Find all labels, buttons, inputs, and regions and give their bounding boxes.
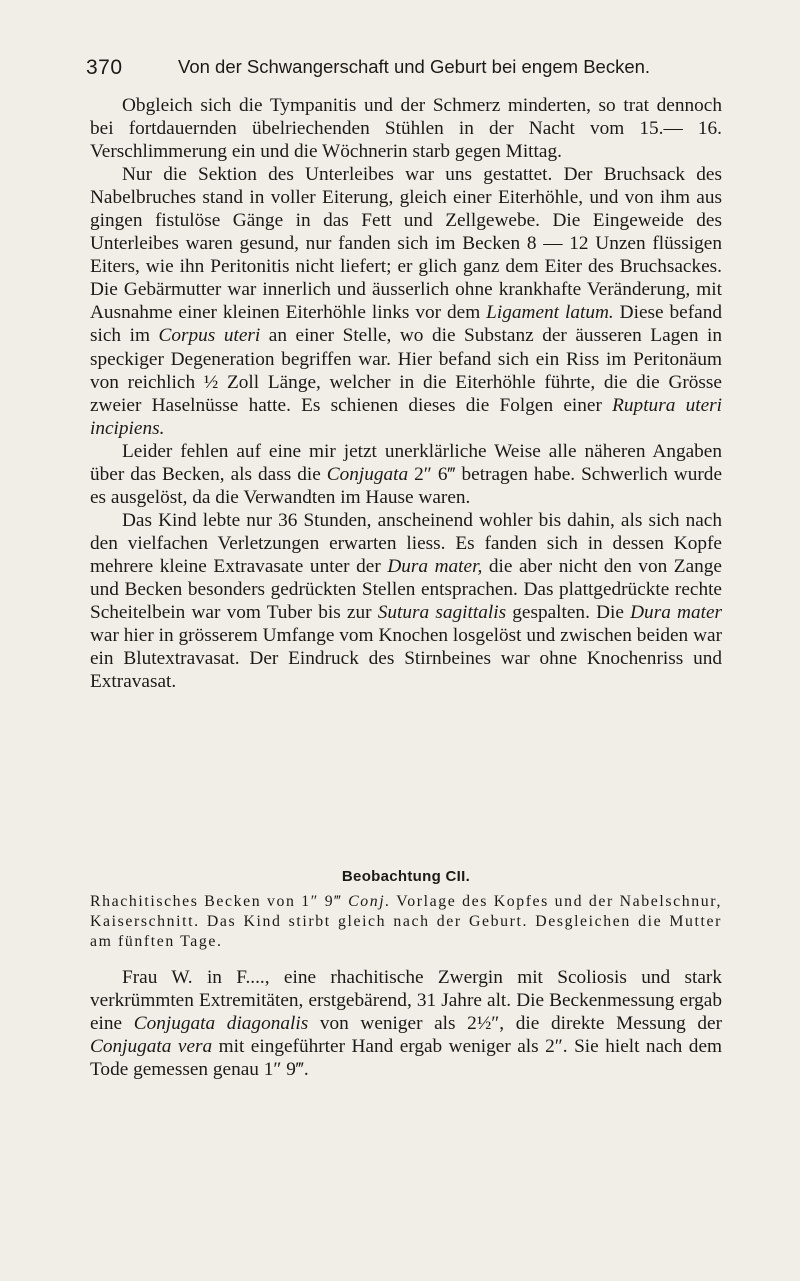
observation-summary (90, 892, 722, 952)
paragraph (90, 440, 722, 509)
observation-heading: Beobachtung CII. (341, 868, 471, 885)
italic-run: Corpus uteri (158, 325, 261, 347)
italic-run: Sutura sagittalis (377, 602, 507, 624)
page-number: 370 (86, 56, 123, 79)
italic-run: Ruptura uteri incipiens. (90, 394, 723, 439)
italic-run: Conjugata vera (90, 1036, 213, 1058)
italic-run: Dura mater, (387, 555, 483, 577)
text-run: an einer Stelle, wo die Substanz der äusseren Lagen in speckiger Degeneration begriffen war. Hier befand sich ein Riss im Peritonäum von reichlich ½ Zoll Länge, welcher in die Eiterhöhle führte, die die Grösse zweier Haselnüsse hatte. Es schienen dieses die Folgen einer (90, 325, 722, 416)
italic-run: Ligament latum. (486, 302, 614, 324)
italic-run: Conjugata (326, 463, 409, 485)
text-run: gespalten. Die (506, 602, 631, 624)
text-run: von weniger als 2½″, die direkte Messung der (308, 1013, 722, 1035)
text-run: Das Kind lebte nur 36 Stunden, anscheinend wohler bis dahin, als sich nach den vielfachen Verletzungen erwarten liess. Es fanden sich in dessen Kopfe mehrere kleine Extravasate unter der (90, 509, 722, 577)
paragraph (90, 509, 722, 693)
text-run: 2″ 6‴ betragen habe. Schwerlich wurde es ausgelöst, da die Verwandten im Hause waren. (90, 463, 722, 508)
text-run: die aber nicht den von Zange und Becken besonders gedrückten Stellen entsprachen. Das plattgedrückte rechte Scheitelbein war vom Tuber bis zur (90, 555, 722, 624)
italic-run: Dura mater (630, 602, 723, 624)
running-head: Von der Schwangerschaft und Geburt bei engem Becken. (178, 56, 651, 77)
text-run: Obgleich sich die Tympanitis und der Schmerz minderten, so trat dennoch bei fortdauernden übelriechenden Stühlen in der Nacht vom 15.— 16. Verschlimmerung ein und die Wöchnerin starb gegen Mittag. (90, 95, 722, 163)
text-run: mit eingeführter Hand ergab weniger als 2″. Sie hielt nach dem Tode gemessen genau 1″ 9‴. (90, 1036, 722, 1081)
text-run: war hier in grösserem Umfange vom Knochen losgelöst und zwischen beiden war ein Blutextravasat. Der Eindruck des Stirnbeines war ohne Knochenriss und Extravasat. (90, 625, 722, 693)
observation-body (90, 966, 722, 1081)
text-run: Leider fehlen auf eine mir jetzt unerklärliche Weise alle näheren Angaben über das Becken, als dass die (90, 440, 722, 485)
text-run: Frau W. in F...., eine rhachitische Zwergin mit Scoliosis und stark verkrümmten Extremitäten, erstgebärend, 31 Jahre alt. Die Beckenmessung ergab eine (90, 967, 722, 1035)
body-text (90, 94, 722, 693)
paragraph (90, 966, 722, 1081)
text-run: Nur die Sektion des Unterleibes war uns gestattet. Der Bruchsack des Nabelbruches stand in voller Eiterung, gleich einer Eiterhöhle, und von ihm aus gingen fistulöse Gänge in das Fett und Zellgewebe. Die Eingeweide des Unterleibes waren gesund, nur fanden sich im Becken 8 — 12 Unzen flüssigen Eiters, wie ihn Peritonitis nicht liefert; er glich ganz dem Eiter des Bruchsackes. Die Gebärmutter war innerlich und äusserlich ohne krankhafte Veränderung, mit Ausnahme einer kleinen Eiterhöhle links vor dem (90, 164, 722, 324)
page-header (86, 56, 726, 84)
text-run: Rhachitisches Becken von 1″ 9‴ (90, 893, 349, 910)
paragraph (90, 94, 722, 163)
text-run: Vorlage des Kopfes und der Nabelschnur, Kaiserschnitt. Das Kind stirbt gleich nach der Geburt. Desgleichen die Mutter am fünften Tage. (90, 893, 722, 950)
italic-run: Conj. (348, 893, 391, 910)
italic-run: Conjugata diagonalis (133, 1013, 309, 1035)
text-run: Diese befand sich im (90, 302, 722, 347)
paragraph (90, 163, 722, 440)
